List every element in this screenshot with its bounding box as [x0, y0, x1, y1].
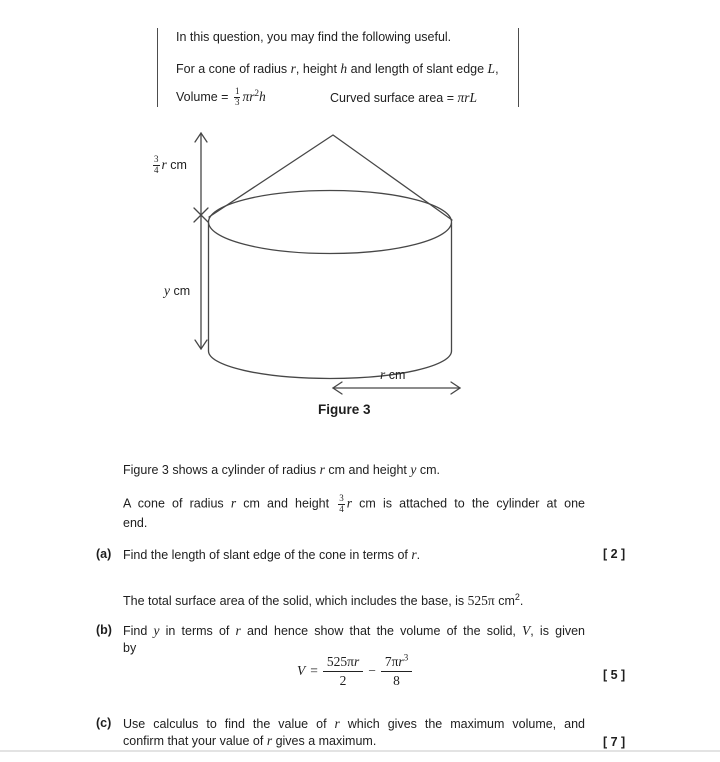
text-segment: , height: [295, 62, 341, 76]
text-segment: , is given: [530, 624, 586, 638]
math-expr: 525π: [326, 653, 354, 669]
math-superscript: 3: [403, 652, 409, 663]
text-segment: cm.: [416, 463, 440, 477]
math-var: y: [410, 462, 417, 477]
text-segment: Volume =: [176, 90, 232, 104]
text-segment: A cone of radius: [123, 496, 231, 511]
part-c-marks: [ 7 ]: [603, 735, 626, 749]
text-segment: and hence show that the volume of the solid,: [240, 624, 523, 638]
unit-text: cm: [170, 284, 191, 298]
part-c-text: [123, 716, 585, 749]
math-expr: 525π: [467, 593, 495, 608]
paragraph-line: [123, 623, 585, 640]
fraction-denominator: 3: [234, 97, 240, 108]
math-var: y: [164, 283, 170, 298]
paragraph-cone-attached: [123, 494, 585, 531]
math-expr: 7π: [384, 653, 399, 669]
text-segment: gives a maximum.: [272, 733, 377, 748]
fraction-numerator: [381, 654, 412, 671]
math-var: V: [522, 623, 531, 638]
math-var: r: [290, 61, 296, 76]
paragraph-figure-description: [123, 462, 585, 479]
fraction-denominator: 4: [154, 165, 159, 176]
math-expr: πr: [242, 89, 255, 104]
math-var: r: [334, 716, 340, 731]
math-superscript: 2: [514, 591, 520, 602]
info-line-cone: [176, 61, 499, 77]
math-var: V: [297, 663, 306, 678]
info-box: [157, 28, 519, 107]
text-segment: Figure 3 shows a cylinder of radius: [123, 463, 320, 477]
unit-text: cm: [166, 158, 187, 172]
text-segment: and length of slant edge: [347, 62, 488, 76]
text-segment: .: [519, 594, 524, 608]
paragraph-line: [123, 494, 585, 515]
part-a-marks: [ 2 ]: [603, 547, 626, 561]
text-segment: Use calculus to find the value of: [123, 717, 335, 731]
text-segment: .: [416, 548, 421, 562]
math-var: r: [353, 653, 360, 669]
radius-label: [380, 367, 405, 383]
math-expr: πrL: [457, 90, 478, 105]
cylinder-top-ellipse: [209, 191, 452, 254]
math-var: r: [235, 623, 241, 638]
math-var: L: [487, 61, 496, 76]
math-var: h: [340, 61, 348, 76]
math-var: y: [153, 623, 160, 638]
equals-sign: =: [310, 663, 318, 678]
part-a-label: (a): [96, 547, 112, 561]
text-segment: confirm that your value of: [123, 733, 267, 748]
unit-text: cm: [385, 368, 406, 382]
part-c-label: (c): [96, 716, 112, 730]
fraction-7pir3-over-8: [381, 654, 412, 688]
text-segment: in terms of: [159, 624, 236, 638]
math-var: r: [346, 495, 353, 511]
cone-height-label: [151, 153, 187, 177]
fraction-numerator: [323, 654, 363, 671]
part-b-marks: [ 5 ]: [603, 668, 626, 682]
text-segment: For a cone of radius: [176, 62, 291, 76]
fraction-one-third: [234, 87, 241, 108]
text-segment: ,: [495, 62, 499, 76]
math-var: r: [380, 367, 386, 382]
paragraph-surface-area: [123, 593, 585, 610]
part-b-label: (b): [96, 623, 112, 637]
cone-outline: [209, 135, 452, 220]
minus-sign: −: [368, 663, 376, 678]
math-var: r: [266, 732, 273, 748]
cylinder-sides: [209, 223, 452, 351]
math-var: h: [258, 89, 266, 104]
fraction-three-quarters: [153, 155, 160, 176]
text-segment: cm and height: [236, 496, 337, 511]
fraction-numerator: 3: [339, 493, 344, 503]
fraction-denominator: 2: [323, 671, 363, 689]
text-segment: Find the length of slant edge of the cone in terms of: [123, 548, 412, 562]
fraction-numerator: 1: [234, 86, 240, 97]
volume-formula: [176, 84, 266, 110]
page-bottom-edge: [0, 750, 720, 752]
fraction-denominator: 8: [381, 671, 412, 689]
cylinder-height-label: [164, 283, 190, 299]
text-segment: Find: [123, 624, 154, 638]
part-a-text: [123, 547, 585, 564]
volume-equation: [297, 652, 412, 690]
math-var: r: [398, 653, 404, 669]
fraction-numerator: 3: [154, 154, 159, 165]
curved-surface-formula: [330, 90, 477, 106]
text-segment: The total surface area of the solid, which includes the base, is: [123, 594, 468, 608]
paragraph-line: [123, 733, 585, 750]
paragraph-line: by: [123, 640, 137, 655]
text-segment: cm and height: [324, 463, 411, 477]
math-var: r: [319, 462, 325, 477]
figure-caption: Figure 3: [318, 402, 371, 417]
math-var: r: [161, 157, 167, 172]
cylinder-bottom-arc: [209, 351, 452, 378]
paragraph-line: end.: [123, 515, 148, 530]
math-var: r: [411, 547, 417, 562]
math-superscript: 2: [254, 87, 259, 98]
info-line-intro: In this question, you may find the following useful.: [176, 30, 452, 44]
text-segment: Curved surface area =: [330, 91, 458, 105]
math-var: r: [230, 495, 237, 511]
figure-canvas: [150, 120, 490, 420]
text-segment: cm is attached to the cylinder at one: [352, 496, 585, 511]
text-segment: which gives the maximum volume, and: [339, 717, 585, 731]
fraction-denominator: 4: [339, 503, 344, 514]
paragraph-line: [123, 716, 585, 733]
fraction-525pir-over-2: [323, 654, 363, 688]
text-segment: cm: [494, 594, 515, 608]
fraction-three-quarters: [338, 494, 345, 515]
